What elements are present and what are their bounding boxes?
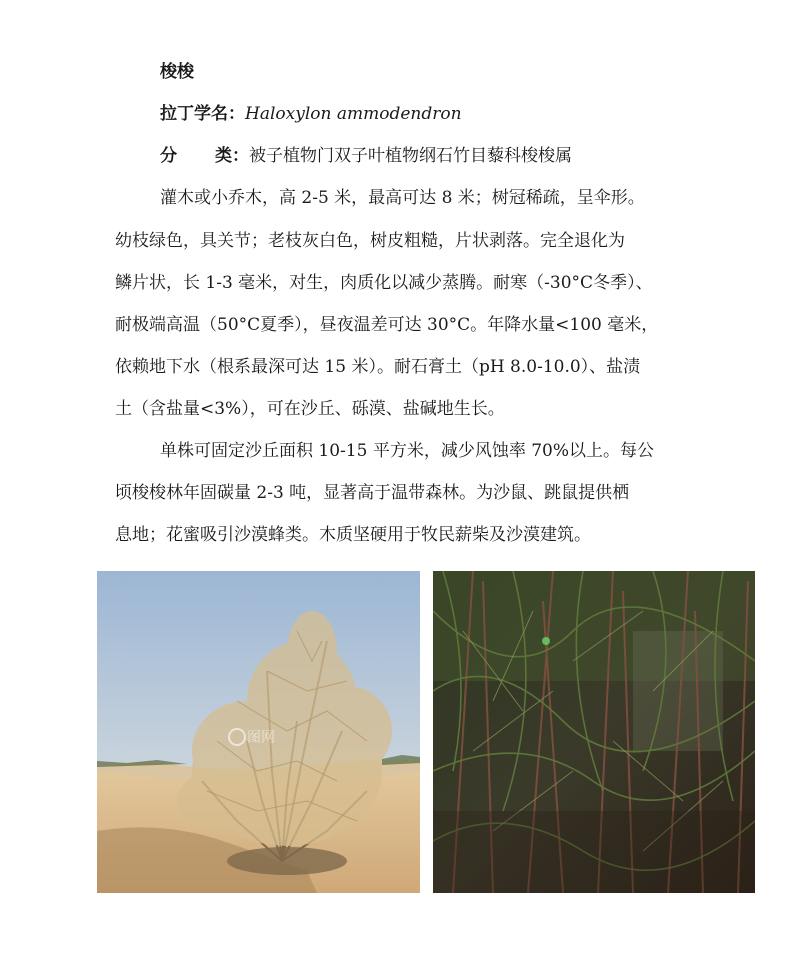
page-title: 梭梭 xyxy=(160,62,194,82)
paragraph2-line: 息地；花蜜吸引沙漠蜂类。木质坚硬用于牧民薪柴及沙漠建筑。 xyxy=(115,525,591,545)
paragraph2-line: 顷梭梭林年固碳量 2-3 吨，显著高于温带森林。为沙鼠、跳鼠提供栖 xyxy=(115,483,630,503)
paragraph2-line: 单株可固定沙丘面积 10-15 平方米，减少风蚀率 70%以上。每公 xyxy=(160,441,655,461)
classification-value: 被子植物门双子叶植物纲石竹目藜科梭梭属 xyxy=(249,146,572,166)
latin-name-line xyxy=(160,104,462,124)
paragraph1-line: 土（含盐量<3%），可在沙丘、砾漠、盐碱地生长。 xyxy=(115,399,505,419)
latin-name-value: Haloxylon ammodendron xyxy=(245,104,462,124)
classification-label-part1: 分 xyxy=(160,146,177,166)
photo-watermark: 图网 xyxy=(247,730,275,746)
paragraph1-line: 幼枝绿色，具关节；老枝灰白色，树皮粗糙，片状剥落。完全退化为 xyxy=(115,231,625,251)
saxaul-branches-photo xyxy=(433,571,755,893)
latin-name-label: 拉丁学名： xyxy=(160,104,245,124)
paragraph1-line: 鳞片状，长 1-3 毫米，对生，肉质化以减少蒸腾。耐寒（-30°C冬季）、 xyxy=(115,273,653,293)
classification-label-part2: 类： xyxy=(215,146,249,166)
paragraph1-line: 灌木或小乔木，高 2-5 米，最高可达 8 米；树冠稀疏，呈伞形。 xyxy=(160,188,645,208)
paragraph1-line: 依赖地下水（根系最深可达 15 米）。耐石膏土（pH 8.0-10.0）、盐渍 xyxy=(115,357,641,377)
classification-line xyxy=(160,146,572,166)
saxaul-shrub-photo xyxy=(97,571,420,893)
paragraph1-line: 耐极端高温（50°C夏季），昼夜温差可达 30°C。年降水量<100 毫米， xyxy=(115,315,659,335)
